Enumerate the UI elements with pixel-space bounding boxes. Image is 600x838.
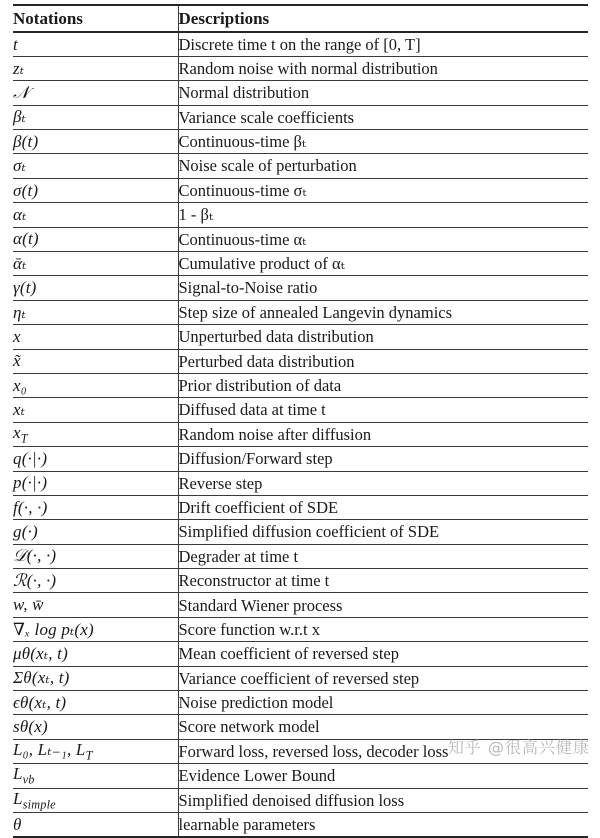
- notation-symbol: αₜ: [13, 205, 27, 224]
- description-cell: Unperturbed data distribution: [178, 325, 588, 349]
- description-cell: learnable parameters: [178, 813, 588, 837]
- notation-cell: [13, 203, 178, 227]
- table-row: [13, 447, 588, 471]
- notation-symbol: γ(t): [13, 278, 37, 298]
- table-row: [13, 203, 588, 227]
- description-cell: Prior distribution of data: [178, 373, 588, 397]
- description-cell: Noise prediction model: [178, 691, 588, 715]
- notation-symbol: p(·|·): [13, 473, 48, 493]
- description-cell: Forward loss, reversed loss, decoder loss: [178, 739, 588, 763]
- notation-cell: [13, 178, 178, 202]
- notation-cell: [13, 398, 178, 422]
- description-cell: Signal-to-Noise ratio: [178, 276, 588, 300]
- notation-cell: [13, 252, 178, 276]
- description-cell: 1 - βₜ: [178, 203, 588, 227]
- column-header-descriptions: Descriptions: [178, 5, 588, 32]
- table-row: [13, 130, 588, 154]
- description-cell: Score network model: [178, 715, 588, 739]
- description-cell: Evidence Lower Bound: [178, 764, 588, 788]
- description-cell: Cumulative product of αₜ: [178, 252, 588, 276]
- description-cell: Score function w.r.t x: [178, 617, 588, 641]
- notation-symbol: θ: [13, 814, 22, 834]
- notations-table: [13, 4, 588, 838]
- description-cell: Standard Wiener process: [178, 593, 588, 617]
- notation-symbol: 𝒟(·, ·): [13, 546, 57, 566]
- description-cell: Degrader at time t: [178, 544, 588, 568]
- table-row: [13, 398, 588, 422]
- table-row: [13, 422, 588, 446]
- notation-cell: [13, 81, 178, 105]
- table-row: [13, 642, 588, 666]
- notation-cell: [13, 105, 178, 129]
- table-row: [13, 813, 588, 837]
- notation-symbol: w, w̄: [13, 595, 44, 615]
- notation-symbol: μθ(xₜ, t): [13, 644, 68, 664]
- notation-cell: [13, 154, 178, 178]
- notation-symbol: β(t): [13, 131, 39, 151]
- description-cell: Normal distribution: [178, 81, 588, 105]
- notation-cell: [13, 130, 178, 154]
- notation-symbol: βₜ: [13, 107, 27, 127]
- table-row: [13, 495, 588, 519]
- table-header-row: [13, 5, 588, 32]
- description-cell: Drift coefficient of SDE: [178, 495, 588, 519]
- description-cell: Reconstructor at time t: [178, 569, 588, 593]
- description-cell: Diffusion/Forward step: [178, 447, 588, 471]
- table-row: [13, 471, 588, 495]
- table-row: [13, 569, 588, 593]
- notation-cell: [13, 642, 178, 666]
- notation-symbol: ηₜ: [13, 302, 27, 322]
- notation-symbol: σ(t): [13, 180, 39, 200]
- notation-cell: [13, 300, 178, 324]
- table-row: [13, 788, 588, 812]
- notation-symbol: 𝒩: [13, 83, 30, 103]
- notation-symbol: ℛ(·, ·): [13, 570, 57, 590]
- description-cell: Perturbed data distribution: [178, 349, 588, 373]
- notation-cell: [13, 325, 178, 349]
- description-cell: Simplified denoised diffusion loss: [178, 788, 588, 812]
- table-row: [13, 691, 588, 715]
- notation-symbol: $L_{vb}$: [13, 764, 35, 787]
- table-row: [13, 617, 588, 641]
- notations-table-container: [13, 4, 588, 838]
- notation-symbol: zₜ: [13, 58, 25, 78]
- notation-symbol: Σθ(xₜ, t): [13, 668, 70, 688]
- notation-cell: [13, 764, 178, 788]
- notation-symbol: α(t): [13, 229, 39, 249]
- notation-symbol: ϵθ(xₜ, t): [13, 692, 67, 712]
- table-row: [13, 739, 588, 763]
- notation-cell: [13, 471, 178, 495]
- description-cell: Continuous-time σₜ: [178, 178, 588, 202]
- table-row: [13, 32, 588, 56]
- column-header-notations: Notations: [13, 5, 178, 32]
- table-row: [13, 276, 588, 300]
- notation-cell: [13, 715, 178, 739]
- description-cell: Variance coefficient of reversed step: [178, 666, 588, 690]
- notation-cell: [13, 349, 178, 373]
- description-cell: Simplified diffusion coefficient of SDE: [178, 520, 588, 544]
- table-row: [13, 178, 588, 202]
- table-body: [13, 32, 588, 837]
- notation-symbol: t: [13, 34, 18, 54]
- description-cell: Continuous-time βₜ: [178, 130, 588, 154]
- table-row: [13, 300, 588, 324]
- table-row: [13, 715, 588, 739]
- description-cell: Variance scale coefficients: [178, 105, 588, 129]
- notation-cell: [13, 373, 178, 397]
- notation-cell: [13, 666, 178, 690]
- description-cell: Discrete time t on the range of [0, T]: [178, 32, 588, 56]
- description-cell: Diffused data at time t: [178, 398, 588, 422]
- notation-symbol: ᾱₜ: [13, 253, 27, 273]
- table-header: [13, 5, 588, 32]
- notation-symbol: f(·, ·): [13, 497, 48, 517]
- table-row: [13, 349, 588, 373]
- notation-cell: [13, 447, 178, 471]
- table-row: [13, 544, 588, 568]
- description-cell: Mean coefficient of reversed step: [178, 642, 588, 666]
- notation-cell: [13, 520, 178, 544]
- description-cell: Noise scale of perturbation: [178, 154, 588, 178]
- notation-cell: [13, 276, 178, 300]
- table-row: [13, 56, 588, 80]
- notation-cell: [13, 227, 178, 251]
- description-cell: Continuous-time αₜ: [178, 227, 588, 251]
- watermark-text: 知乎 @很高兴健康: [447, 738, 590, 757]
- notation-symbol: $x_T$: [13, 422, 28, 446]
- table-row: [13, 373, 588, 397]
- description-cell: Random noise after diffusion: [178, 422, 588, 446]
- table-row: [13, 154, 588, 178]
- notation-cell: [13, 569, 178, 593]
- table-row: [13, 325, 588, 349]
- notation-symbol: x: [13, 326, 21, 346]
- description-cell: Random noise with normal distribution: [178, 56, 588, 80]
- notation-symbol: σₜ: [13, 156, 26, 176]
- notation-cell: [13, 56, 178, 80]
- notation-cell: [13, 617, 178, 641]
- notation-cell: [13, 495, 178, 519]
- notation-symbol: $L_{simple}$: [13, 788, 56, 812]
- notation-cell: [13, 813, 178, 837]
- notation-cell: [13, 32, 178, 56]
- table-row: [13, 227, 588, 251]
- table-row: [13, 764, 588, 788]
- table-row: [13, 666, 588, 690]
- table-row: [13, 593, 588, 617]
- notation-symbol: q(·|·): [13, 448, 48, 468]
- notation-symbol: x̃: [13, 351, 21, 371]
- notation-cell: [13, 544, 178, 568]
- notation-cell: [13, 422, 178, 446]
- notation-symbol: xₜ: [13, 400, 26, 420]
- notation-cell: [13, 691, 178, 715]
- table-row: [13, 520, 588, 544]
- notation-symbol: x₀: [13, 375, 27, 395]
- notation-cell: [13, 788, 178, 812]
- notation-cell: [13, 739, 178, 763]
- table-row: [13, 81, 588, 105]
- notation-symbol: L₀, Lₜ₋₁, $L_T$: [13, 739, 93, 763]
- notation-symbol: sθ(x): [13, 717, 48, 737]
- table-row: [13, 252, 588, 276]
- table-row: [13, 105, 588, 129]
- notation-symbol: g(·): [13, 522, 38, 542]
- notation-symbol: ∇ₓ log pₜ(x): [13, 619, 94, 639]
- notation-cell: [13, 593, 178, 617]
- description-cell: Step size of annealed Langevin dynamics: [178, 300, 588, 324]
- description-cell: Reverse step: [178, 471, 588, 495]
